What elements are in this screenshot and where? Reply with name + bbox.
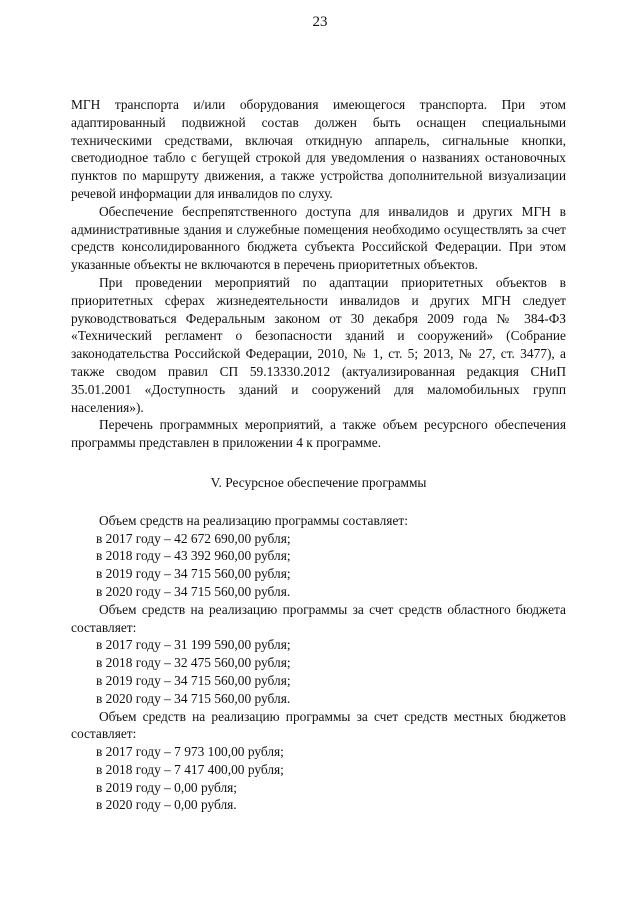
section-heading: V. Ресурсное обеспечение программы	[210, 474, 427, 490]
funding-total-line: в 2017 году – 42 672 690,00 рубля;	[96, 530, 291, 546]
page-number: 23	[312, 14, 328, 30]
paragraph-transport: МГН транспорта и/или оборудования имеющегося транспорта. При этом адаптированный подвижной состав должен быть оснащен специальными техническими средствами, включая откидную аппарель, сигнальные кнопки, светодиодное табло с бегущей строкой для уведомления о названиях остановочных пунктов по маршруту движения, а также устройства дополнительной визуализации речевой информации для инвалидов по слуху.	[71, 97, 566, 201]
funding-total-line: в 2018 году – 43 392 960,00 рубля;	[96, 548, 291, 564]
funding-regional-line: в 2019 году – 34 715 560,00 рубля;	[96, 672, 291, 688]
funding-regional-line: в 2020 году – 34 715 560,00 рубля.	[96, 690, 291, 706]
funding-local-intro: Объем средств на реализацию программы за счет средств местных бюджетов составляет:	[71, 708, 566, 742]
funding-total-intro: Объем средств на реализацию программы составляет:	[99, 512, 408, 528]
funding-total-line: в 2020 году – 34 715 560,00 рубля.	[96, 583, 291, 599]
funding-total-line: в 2019 году – 34 715 560,00 рубля;	[96, 566, 291, 582]
paragraph-appendix: Перечень программных мероприятий, а также объем ресурсного обеспечения программы представлен в приложении 4 к программе.	[71, 417, 566, 451]
funding-local-line: в 2018 году – 7 417 400,00 рубля;	[96, 761, 284, 777]
funding-local-line: в 2017 году – 7 973 100,00 рубля;	[96, 744, 284, 760]
funding-local-line: в 2019 году – 0,00 рубля;	[96, 779, 238, 795]
funding-local-line: в 2020 году – 0,00 рубля.	[96, 797, 237, 813]
funding-regional-intro: Объем средств на реализацию программы за счет средств областного бюджета составляет:	[71, 601, 566, 635]
funding-regional-line: в 2018 году – 32 475 560,00 рубля;	[96, 655, 291, 671]
document-body	[71, 96, 566, 814]
paragraph-regulations: При проведении мероприятий по адаптации приоритетных объектов в приоритетных сферах жизнедеятельности инвалидов и других МГН следует руководствоваться Федеральным законом от 30 декабря 2009 года № 384-ФЗ «Технический регламент о безопасности зданий и сооружений» (Собрание законодательства Российской Федерации, 2010, № 1, ст. 5; 2013, № 27, ст. 3477), а также сводом правил СП 59.13330.2012 (актуализированная редакция СНиП 35.01.2001 «Доступность зданий и сооружений для маломобильных групп населения»).	[71, 274, 566, 415]
funding-regional-line: в 2017 году – 31 199 590,00 рубля;	[96, 637, 291, 653]
paragraph-admin-buildings: Обеспечение беспрепятственного доступа для инвалидов и других МГН в административные здания и служебные помещения необходимо осуществлять за счет средств консолидированного бюджета субъекта Российской Федерации. При этом указанные объекты не включаются в перечень приоритетных объектов.	[71, 203, 566, 273]
